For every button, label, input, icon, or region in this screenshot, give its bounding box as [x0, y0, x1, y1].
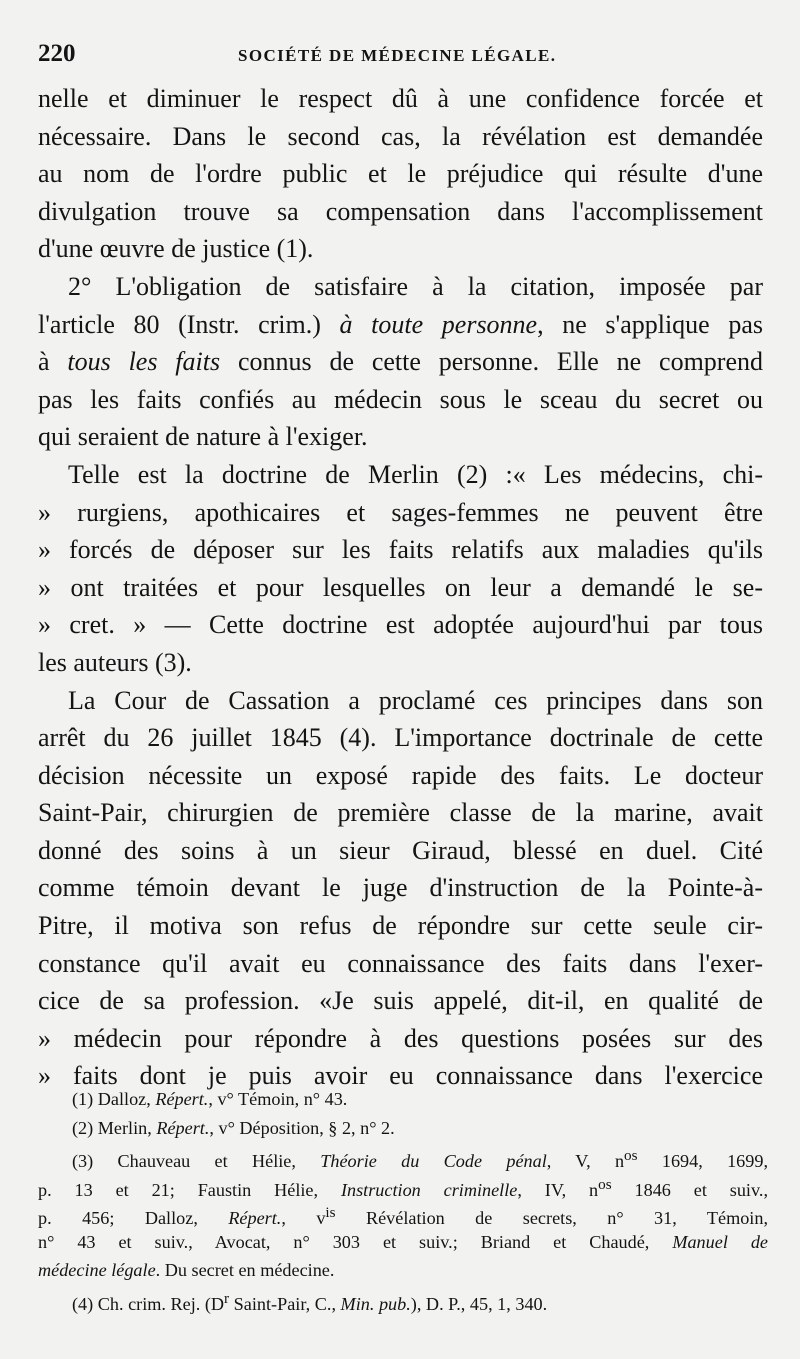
body-line: comme témoin devant le juge d'instruction de la Pointe-à- [38, 873, 763, 903]
body-line: Telle est la doctrine de Merlin (2) :« Les médecins, chi- [68, 459, 763, 489]
body-line: divulgation trouve sa compensation dans l'accomplissement [38, 196, 763, 226]
body-line: 2° L'obligation de satisfaire à la citation, imposée par [68, 271, 763, 301]
body-line: donné des soins à un sieur Giraud, blessé en duel. Cité [38, 835, 763, 865]
body-line: » cret. » — Cette doctrine est adoptée aujourd'hui par tous [38, 610, 763, 640]
body-line: » rurgiens, apothicaires et sages-femmes ne peuvent être [38, 497, 763, 527]
footnotes [38, 1085, 768, 1313]
footnote-3-cont: médecine légale. Du secret en médecine. [38, 1260, 335, 1280]
body-line: qui seraient de nature à l'exiger. [38, 422, 368, 452]
footnote-2: (2) Merlin, Répert., v° Déposition, § 2, n° 2. [72, 1117, 395, 1138]
footnote-3: (3) Chauveau et Hélie, Théorie du Code pénal, V, $n^{os}$ 1694, 1699, [72, 1147, 768, 1172]
body-line: cice de sa profession. «Je suis appelé, dit-il, en qualité de [38, 986, 763, 1016]
body-line: à tous les faits connus de cette personne. Elle ne comprend [38, 347, 763, 377]
footnote-3-cont: p. 456; Dalloz, Répert., $v^{is}$ Révélation de secrets, n° 31, Témoin, [38, 1204, 769, 1229]
body-line: l'article 80 (Instr. crim.) à toute personne, ne s'applique pas [38, 309, 764, 339]
body-line: » faits dont je puis avoir eu connaissance dans l'exercice [38, 1061, 763, 1091]
body-line: nécessaire. Dans le second cas, la révélation est demandée [38, 121, 763, 151]
page-number: 220 [38, 40, 76, 67]
body-line: au nom de l'ordre public et le préjudice qui résulte d'une [38, 159, 763, 189]
footnote-3-cont: p. 13 et 21; Faustin Hélie, Instruction criminelle, IV, $n^{os}$ 1846 et suiv., [38, 1175, 768, 1200]
body-line: » ont traitées et pour lesquelles on leur a demandé le se- [38, 572, 763, 602]
page-header [38, 40, 758, 76]
body-line: La Cour de Cassation a proclamé ces principes dans son [68, 685, 763, 715]
footnote-4: (4) Ch. crim. Rej. ($D^r$ Saint-Pair, C., Min. pub.), D. P., 45, 1, 340. [72, 1289, 548, 1314]
body-line: constance qu'il avait eu connaissance des faits dans l'exer- [38, 948, 763, 978]
body-line: arrêt du 26 juillet 1845 (4). L'importance doctrinale de cette [38, 723, 763, 753]
body-line: Saint-Pair, chirurgien de première classe de la marine, avait [38, 798, 763, 828]
body-line: Pitre, il motiva son refus de répondre sur cette seule cir- [38, 911, 763, 941]
body-line: décision nécessite un exposé rapide des faits. Le docteur [38, 760, 763, 790]
footnote-1: (1) Dalloz, Répert., v° Témoin, n° 43. [72, 1089, 348, 1109]
body-line: nelle et diminuer le respect dû à une confidence forcée et [38, 84, 763, 113]
body-line: d'une œuvre de justice (1). [38, 234, 314, 264]
footnote-3-cont: n° 43 et suiv., Avocat, n° 303 et suiv.; Briand et Chaudé, Manuel de [38, 1231, 768, 1252]
body-line: pas les faits confiés au médecin sous le sceau du secret ou [38, 384, 763, 414]
body-line: » forcés de déposer sur les faits relatifs aux maladies qu'ils [38, 535, 763, 565]
running-title: SOCIÉTÉ DE MÉDECINE LÉGALE. [238, 46, 557, 65]
body-line: les auteurs (3). [38, 647, 192, 677]
body-text [38, 80, 763, 1095]
body-line: » médecin pour répondre à des questions posées sur des [38, 1023, 763, 1053]
